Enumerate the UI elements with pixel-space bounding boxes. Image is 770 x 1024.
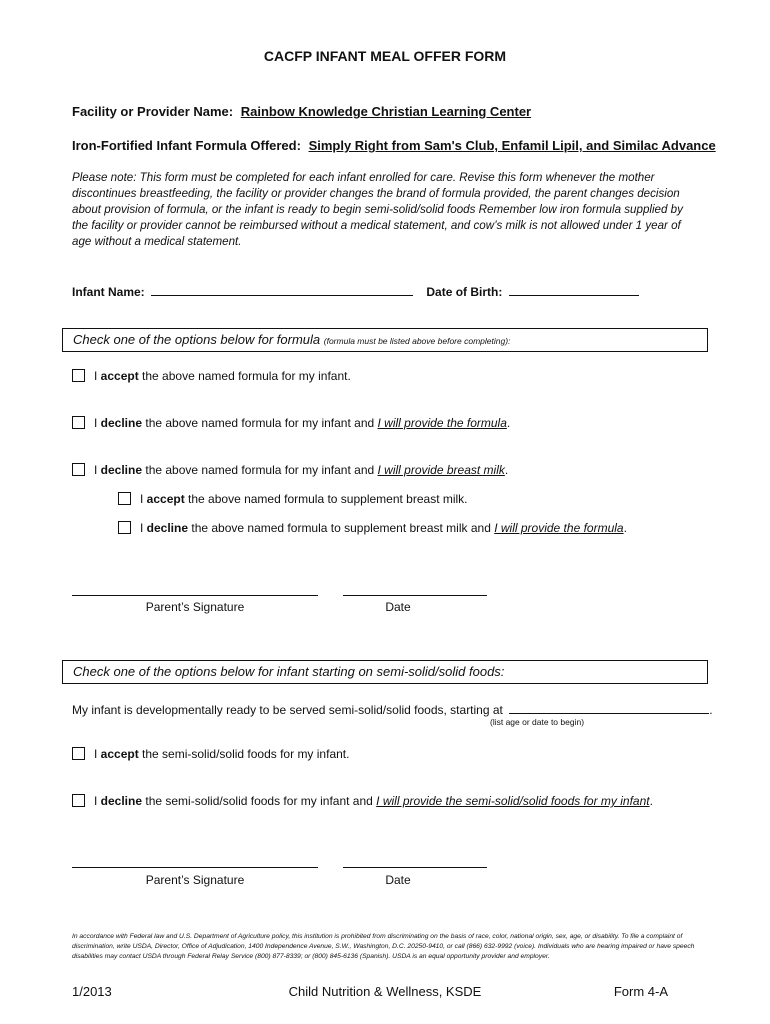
option-text: I [94,416,101,430]
option-text: . [504,463,509,477]
option-keyword: accept [100,747,139,761]
formula-section-header [62,328,708,352]
option-text: the semi-solid/solid foods for my infant. [138,747,350,761]
date-label: Date [385,873,411,887]
formula-label: Iron-Fortified Infant Formula Offered: [72,138,301,153]
option-keyword: accept [100,369,139,383]
option-keyword: decline [146,521,189,535]
date-label: Date [385,600,411,614]
checkbox[interactable] [118,521,131,534]
option-text: I [94,369,101,383]
option-emphasis: I will provide the formula [377,416,507,430]
option-text: the above named formula for my infant and [142,463,378,477]
checkbox[interactable] [118,492,131,505]
option-keyword: decline [100,794,143,808]
instructions-note: Please note: This form must be completed for each infant enrolled for care. Revise this form whenever the mother discontinues breastfeeding, the facility or provider changes the brand of formula provided, the parent changes decision about provision of formula, or the infant is ready to begin semi-solid/solid foods Remember low iron formula supplied by the facility or provider cannot be reimbursed without a medical statement, and cow’s milk is not allowed under 1 year of age without a medical statement. [72,171,683,248]
option-text: the above named formula to supplement breast milk and [188,521,495,535]
formula-option-decline-supplement[interactable] [118,521,627,535]
parent-signature-label: Parent’s Signature [145,873,245,887]
date-line-1[interactable] [343,595,487,596]
checkbox[interactable] [72,369,85,382]
formula-option-accept-supplement[interactable] [118,492,468,506]
option-text: I [94,747,101,761]
formula-value: Simply Right from Sam's Club, Enfamil Lipil, and Similac Advance [308,138,716,153]
formula-option-accept[interactable] [72,369,351,383]
option-text: . [649,794,653,808]
option-text: the above named formula for my infant and [142,416,378,430]
dob-field[interactable] [509,284,639,296]
option-emphasis: I will provide the formula [494,521,624,535]
option-keyword: decline [100,463,143,477]
option-text: the above named formula for my infant. [138,369,351,383]
facility-value: Rainbow Knowledge Christian Learning Center [240,104,532,119]
form-title: CACFP INFANT MEAL OFFER FORM [263,48,507,64]
facility-label: Facility or Provider Name: [72,104,234,119]
option-text: I [94,463,101,477]
formula-section-title: Check one of the options below for formula [73,332,321,347]
start-age-date-field[interactable] [509,702,709,714]
option-emphasis: I will provide breast milk [377,463,505,477]
solid-foods-section-header: Check one of the options below for infant starting on semi-solid/solid foods: [62,660,708,684]
formula-section-note: (formula must be listed above before completing): [323,336,511,346]
checkbox[interactable] [72,747,85,760]
option-text: I [140,521,147,535]
dob-label: Date of Birth: [426,285,503,299]
parent-signature-line-2[interactable] [72,867,318,868]
date-line-2[interactable] [343,867,487,868]
formula-option-decline-provide-formula[interactable] [72,416,510,430]
start-age-date-hint: (list age or date to begin) [490,717,585,727]
solid-foods-ready-row [72,702,713,717]
infant-name-label: Infant Name: [72,285,145,299]
parent-signature-label: Parent’s Signature [145,600,245,614]
checkbox[interactable] [72,416,85,429]
facility-row [72,104,531,119]
infant-info-row [72,284,639,299]
ready-text: My infant is developmentally ready to be served semi-solid/solid foods, starting at [72,703,503,717]
option-keyword: decline [100,416,143,430]
infant-name-field[interactable] [151,284,413,296]
formula-row [72,138,716,153]
nondiscrimination-statement: In accordance with Federal law and U.S. Department of Agriculture policy, this institution is prohibited from discriminating on the basis of race, color, national origin, sex, age, or disability. To file a complaint of discrimination, write USDA, Director, Office of Adjudication, 1400 Independence Avenue, S.W., Washington, D.C. 20250-9410, or call (866) 632-9992 (voice). Individuals who are hearing impaired or have speech disabilities may contact USDA through Federal Relay Service (800) 877-8339; or (800) 845-6136 (Spanish). USDA is an equal opportunity provider and employer. [72,933,695,960]
footer-form-number: Form 4-A [613,984,668,999]
checkbox[interactable] [72,463,85,476]
option-text: I [94,794,101,808]
option-text: the semi-solid/solid foods for my infant and [142,794,377,808]
formula-option-decline-breast-milk[interactable] [72,463,508,477]
solid-foods-option-accept[interactable] [72,747,349,761]
option-text: the above named formula to supplement breast milk. [184,492,468,506]
ready-period: . [709,703,713,717]
option-text: I [140,492,147,506]
footer-date: 1/2013 [72,984,112,999]
option-text: . [506,416,511,430]
option-emphasis: I will provide the semi-solid/solid foods for my infant [376,794,650,808]
checkbox[interactable] [72,794,85,807]
option-text: . [623,521,627,535]
solid-foods-option-decline[interactable] [72,794,653,808]
parent-signature-line-1[interactable] [72,595,318,596]
option-keyword: accept [146,492,185,506]
footer-organization: Child Nutrition & Wellness, KSDE [288,984,482,999]
